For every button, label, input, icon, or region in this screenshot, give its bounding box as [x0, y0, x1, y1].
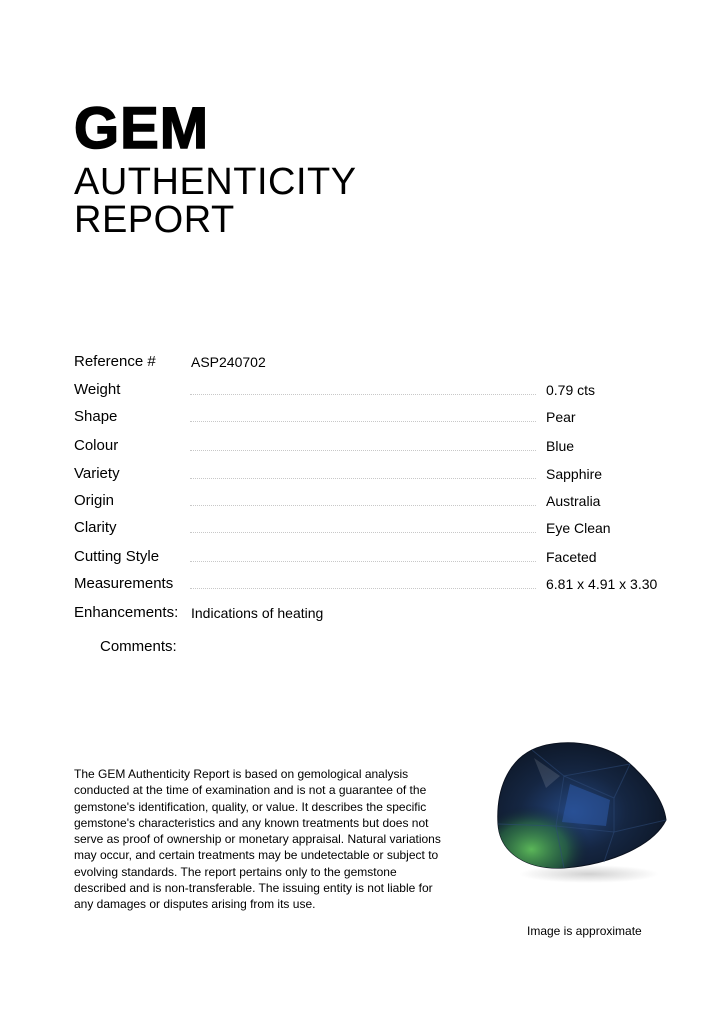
- spec-label: Clarity: [74, 519, 117, 536]
- leader-line: [190, 532, 536, 533]
- spec-row-clarity: [0, 518, 724, 538]
- report-title: GEM: [74, 96, 210, 161]
- image-caption: Image is approximate: [527, 924, 642, 938]
- spec-label: Variety: [74, 465, 120, 482]
- report-subtitle-line1: AUTHENTICITY: [74, 161, 357, 203]
- spec-row-cutting-style: [0, 547, 724, 567]
- leader-line: [190, 505, 536, 506]
- spec-row-variety: [0, 464, 724, 484]
- gemstone-image: [494, 736, 674, 886]
- reference-label: Reference #: [74, 353, 156, 370]
- reference-row: [0, 352, 724, 372]
- spec-row-colour: [0, 436, 724, 456]
- enhancements-label: Enhancements:: [74, 604, 179, 621]
- spec-label: Measurements: [74, 575, 174, 592]
- enhancements-row: [0, 603, 724, 623]
- spec-value: Blue: [546, 438, 575, 454]
- leader-line: [190, 394, 536, 395]
- disclaimer-text: The GEM Authenticity Report is based on gemological analysis conducted at the time of examination and is not a guarantee of the gemstone's identification, quality, or value. It describes the specific gemstone's characteristics and any known treatments but does not serve as proof of ownership or monetary appraisal. Natural variations may occur, and certain treatments may be undetectable or subject to evolving standards. The report pertains only to the gemstone described and is non-transferable. The issuing entity is not liable for any damages or disputes arising from its use.: [74, 767, 441, 912]
- spec-row-weight: [0, 380, 724, 400]
- leader-line: [190, 478, 536, 479]
- spec-row-origin: [0, 491, 724, 511]
- spec-value: Sapphire: [546, 466, 603, 482]
- spec-value: Pear: [546, 409, 576, 425]
- reference-value: ASP240702: [191, 354, 266, 370]
- enhancements-value: Indications of heating: [191, 605, 324, 621]
- spec-row-measurements: [0, 574, 724, 594]
- leader-line: [190, 421, 536, 422]
- report-subtitle-line2: REPORT: [74, 199, 235, 241]
- spec-label: Origin: [74, 492, 115, 509]
- spec-label: Weight: [74, 381, 121, 398]
- spec-value: 0.79 cts: [546, 382, 596, 398]
- spec-value: Australia: [546, 493, 601, 509]
- spec-label: Shape: [74, 408, 118, 425]
- comments-label: Comments:: [100, 638, 177, 655]
- spec-label: Cutting Style: [74, 548, 160, 565]
- leader-line: [190, 450, 536, 451]
- spec-row-shape: [0, 407, 724, 427]
- leader-line: [190, 561, 536, 562]
- spec-value: Faceted: [546, 549, 597, 565]
- spec-value: Eye Clean: [546, 520, 611, 536]
- leader-line: [190, 588, 536, 589]
- spec-label: Colour: [74, 437, 119, 454]
- spec-value: 6.81 x 4.91 x 3.30: [546, 576, 658, 592]
